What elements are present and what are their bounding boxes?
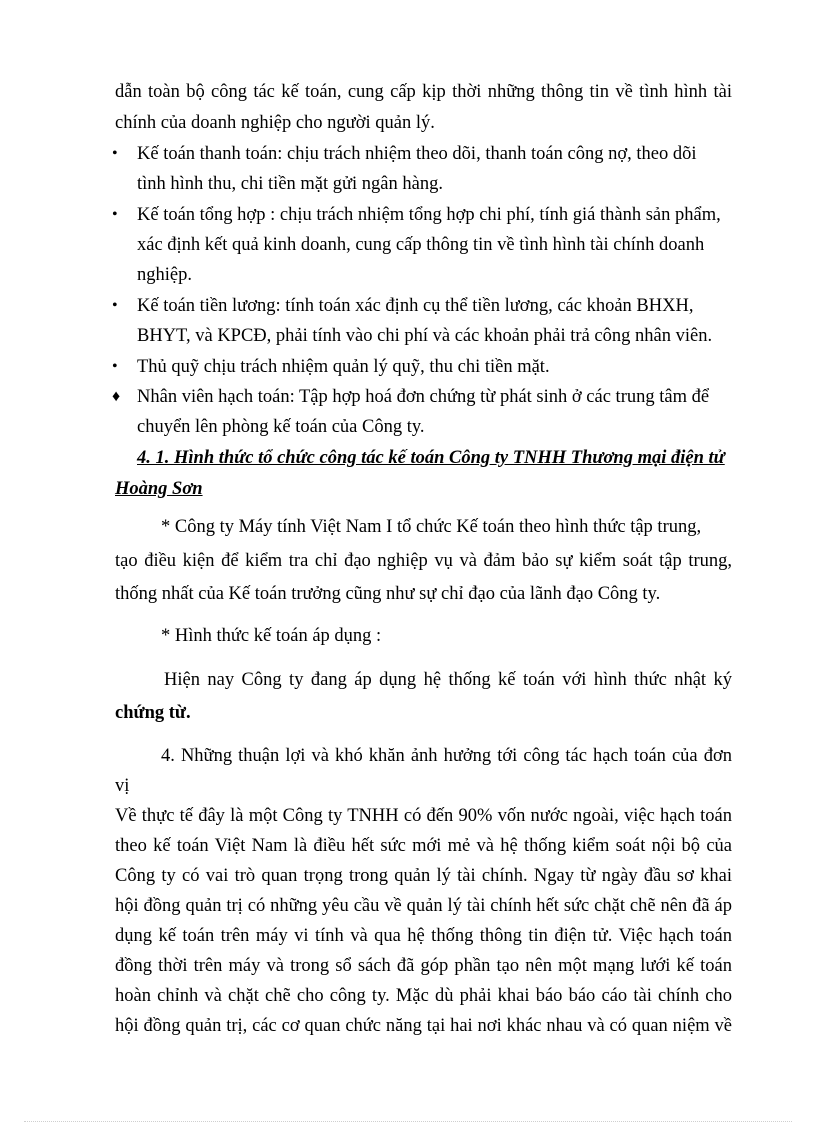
para4-line-1: 4. Những thuận lợi và khó khăn ảnh hưởng tới công tác hạch toán của đơn	[161, 746, 732, 766]
bullet-2-line-2: xác định kết quả kinh doanh, cung cấp thông tin về tình hình tài chính doanh	[137, 235, 705, 255]
bullet-1-line-1: Kế toán thanh toán: chịu trách nhiệm theo dõi, thanh toán công nợ, theo dõi	[137, 144, 697, 164]
para5-line-8: hội đồng quản trị, các cơ quan chức năng tại hai nơi khác nhau và có quan niệm về	[115, 1016, 732, 1036]
para5-line-2: theo kế toán Việt Nam là điều hết sức mới mẻ và hệ thống kiểm soát nội bộ của	[115, 836, 732, 856]
para1-line-1: * Công ty Máy tính Việt Nam I tổ chức Kế toán theo hình thức tập trung,	[161, 517, 702, 537]
bullet-1-line-2: tình hình thu, chi tiền mặt gửi ngân hàng.	[137, 174, 443, 194]
para3-line-1: Hiện nay Công ty đang áp dụng hệ thống kế toán với hình thức nhật ký	[164, 670, 732, 690]
bullet-2-line-3: nghiệp.	[137, 265, 192, 285]
bullet-2-line-1: Kế toán tổng hợp : chịu trách nhiệm tổng hợp chi phí, tính giá thành sản phẩm,	[137, 205, 721, 225]
para4-line-2: vị	[115, 776, 130, 796]
para2: * Hình thức kế toán áp dụng :	[161, 626, 382, 646]
bullet-5-line-1: Nhân viên hạch toán: Tập hợp hoá đơn chứng từ phát sinh ở các trung tâm để	[137, 387, 710, 407]
para5-line-3: Công ty có vai trò quan trọng trong quản lý tài chính. Ngay từ ngày đầu sơ khai	[115, 866, 732, 886]
para1-line-2: tạo điều kiện để kiểm tra chỉ đạo nghiệp vụ và đảm bảo sự kiểm soát tập trung,	[115, 551, 732, 571]
page-bottom-divider	[24, 1121, 792, 1122]
bullet-marker: •	[112, 297, 118, 314]
bullet-3-line-1: Kế toán tiền lương: tính toán xác định cụ thể tiền lương, các khoản BHXH,	[137, 296, 694, 316]
para1-line-3: thống nhất của Kế toán trưởng cũng như sự chỉ đạo của lãnh đạo Công ty.	[115, 584, 661, 604]
para5-line-1: Về thực tế đây là một Công ty TNHH có đến 90% vốn nước ngoài, việc hạch toán	[115, 806, 732, 826]
section-heading-line-1: 4. 1. Hình thức tổ chức công tác kế toán Công ty TNHH Thương mại điện tử	[137, 448, 725, 468]
diamond-bullet-marker: ♦	[112, 388, 121, 405]
bullet-marker: •	[112, 206, 118, 223]
bullet-3-line-2: BHYT, và KPCĐ, phải tính vào chi phí và các khoản phải trả công nhân viên.	[137, 326, 713, 346]
section-heading-line-2: Hoàng Sơn	[115, 479, 203, 499]
para3-line-2: chứng từ.	[115, 703, 191, 723]
para5-line-6: đồng thời trên máy và trong sổ sách đã góp phần tạo nên một mạng lưới kế toán	[115, 956, 732, 976]
bullet-marker: •	[112, 145, 118, 162]
para5-line-5: dụng kế toán trên máy vi tính và qua hệ thống thông tin điện tử. Việc hạch toán	[115, 926, 732, 946]
intro-line-2: chính của doanh nghiệp cho người quản lý.	[115, 113, 435, 133]
intro-line-1: dẫn toàn bộ công tác kế toán, cung cấp kịp thời những thông tin về tình hình tài	[115, 82, 732, 102]
bullet-5-line-2: chuyển lên phòng kế toán của Công ty.	[137, 417, 425, 437]
bullet-4-line-1: Thủ quỹ chịu trách nhiệm quản lý quỹ, thu chi tiền mặt.	[137, 357, 550, 377]
para5-line-7: hoàn chỉnh và chặt chẽ cho công ty. Mặc dù phải khai báo báo cáo tài chính cho	[115, 986, 732, 1006]
bullet-marker: •	[112, 358, 118, 375]
para5-line-4: hội đồng quản trị có những yêu cầu về quản lý tài chính hết sức chặt chẽ nên đã áp	[115, 896, 732, 916]
